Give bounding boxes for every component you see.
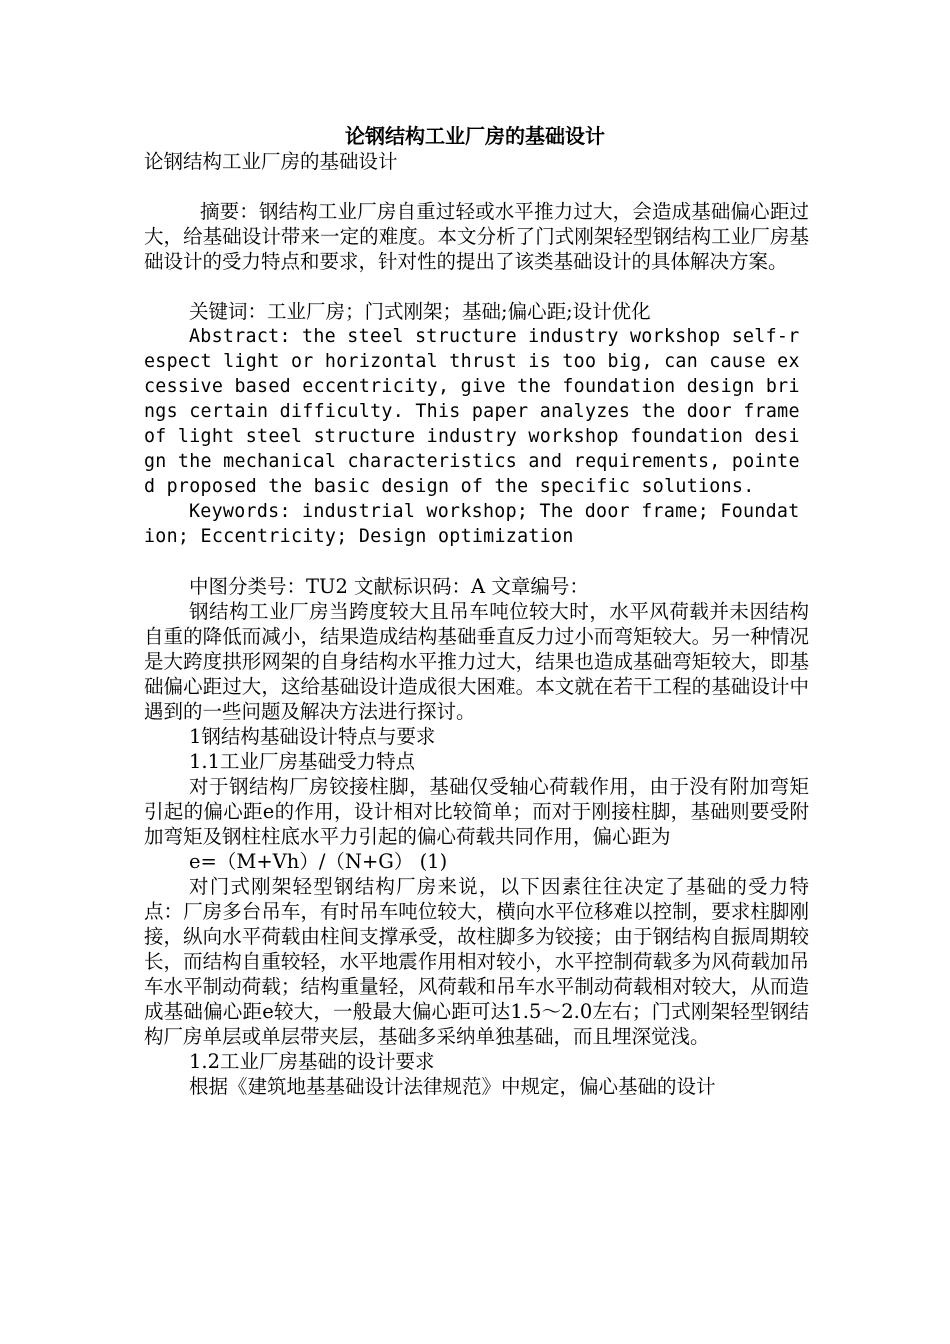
section-heading-1-1: 1.1工业厂房基础受力特点	[189, 750, 416, 773]
abstract-english: Abstract: the steel structure industry workshop self-respect light or horizontal thrust is too big, can cause excessive based eccentricity, give the foundation design brings certain difficulty. This paper analyzes the door frame of light steel structure industry workshop foundation design the mechanical characteristics and requirements, pointed proposed the basic design of the specific solutions.	[144, 326, 800, 497]
abstract-chinese: 摘要：钢结构工业厂房自重过轻或水平推力过大，会造成基础偏心距过大，给基础设计带来一定的难度。本文分析了门式刚架轻型钢结构工业厂房基础设计的受力特点和要求，针对性的提出了该类基础设计的具体解决方案。	[144, 200, 809, 273]
section-heading-1: 1钢结构基础设计特点与要求	[189, 725, 436, 748]
formula-eccentricity: e=（M+Vh）/（N+G） (1)	[189, 850, 448, 873]
body-paragraph-2: 对门式刚架轻型钢结构厂房来说，以下因素往往决定了基础的受力特点：厂房多台吊车，有时吊车吨位较大，横向水平位移难以控制，要求柱脚刚接，纵向水平荷载由柱间支撑承受，故柱脚多为铰接；由于钢结构自振周期较长，而结构自重较轻，水平地震作用相对较小，水平控制荷载多为风荷载加吊车水平制动荷载；结构重量轻，风荷载和吊车水平制动荷载相对较大，从而造成基础偏心距e较大，一般最大偏心距可达1.5～2.0左右；门式刚架轻型钢结构厂房单层或单层带夹层，基础多采纳单独基础，而且埋深觉浅。	[144, 875, 809, 1048]
spacer	[144, 274, 809, 299]
body-paragraph-1: 对于钢结构厂房铰接柱脚，基础仅受轴心荷载作用，由于没有附加弯矩引起的偏心距e的作用，设计相对比较简单；而对于刚接柱脚，基础则要受附加弯矩及钢柱柱底水平力引起的偏心荷载共同作用，偏心距为	[144, 775, 809, 848]
keywords-chinese: 关键词：工业厂房；门式刚架；基础;偏心距;设计优化	[189, 300, 651, 323]
document-title: 论钢结构工业厂房的基础设计	[345, 124, 605, 148]
intro-paragraph: 钢结构工业厂房当跨度较大且吊车吨位较大时，水平风荷载并未因结构自重的降低而减小，结果造成结构基础垂直反力过小而弯矩较大。另一种情况是大跨度拱形网架的自身结构水平推力过大，结果也造成基础弯矩较大，即基础偏心距过大，这给基础设计造成很大困难。本文就在若干工程的基础设计中遇到的一些问题及解决方法进行探讨。	[144, 600, 809, 723]
document-subtitle: 论钢结构工业厂房的基础设计	[144, 150, 398, 173]
spacer	[144, 549, 809, 574]
document-body	[144, 149, 809, 1099]
section-heading-1-2: 1.2工业厂房基础的设计要求	[189, 1050, 435, 1073]
keywords-english: Keywords: industrial workshop; The door frame; Foundation; Eccentricity; Design optimization	[144, 501, 800, 547]
body-paragraph-3: 根据《建筑地基基础设计法律规范》中规定，偏心基础的设计	[189, 1075, 716, 1098]
classification-line: 中图分类号：TU2 文献标识码：A 文章编号：	[189, 575, 589, 598]
spacer	[144, 174, 809, 199]
